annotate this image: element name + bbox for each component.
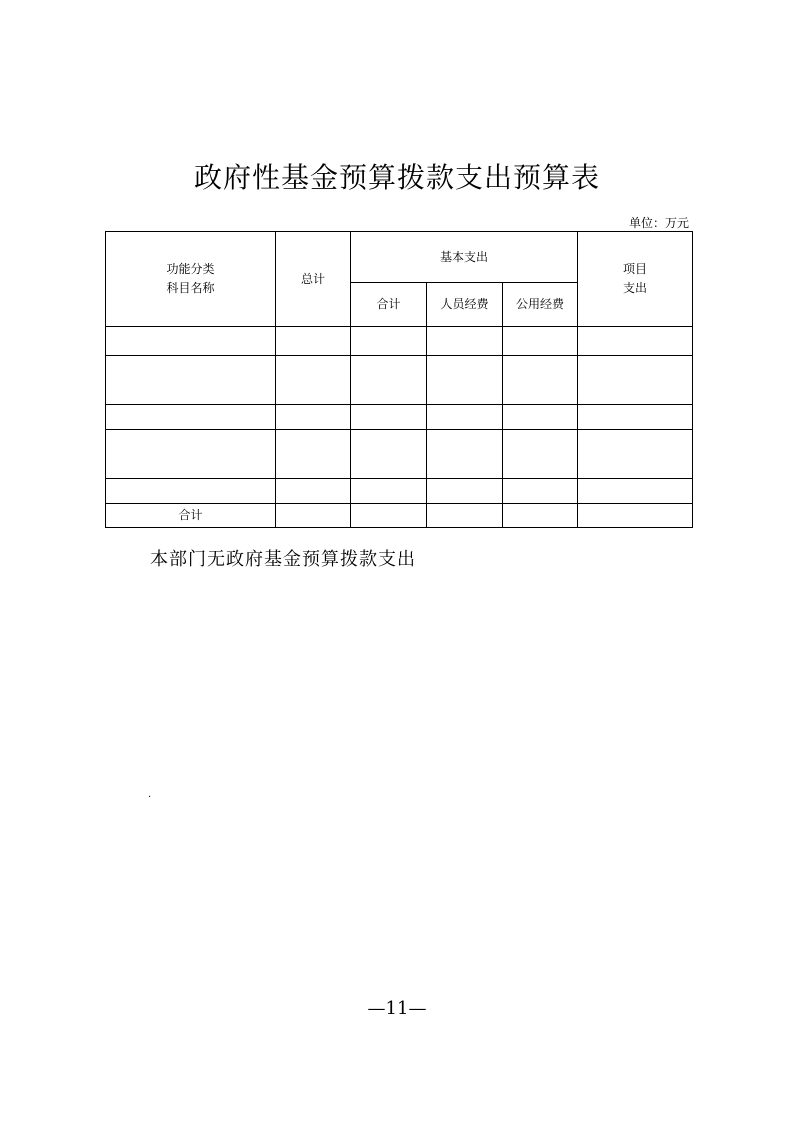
- header-project-line2: 支出: [623, 281, 648, 295]
- header-public: 公用经费: [503, 283, 578, 327]
- header-project: [578, 232, 693, 327]
- page-number: —11—: [367, 998, 427, 1019]
- no-expenditure-note: 本部门无政府基金预算拨款支出: [150, 549, 416, 570]
- table-row: [106, 356, 693, 405]
- page-title: 政府性基金预算拨款支出预算表: [193, 161, 600, 194]
- total-row: [106, 504, 693, 528]
- header-basic-total: 合计: [351, 283, 427, 327]
- header-category-line1: 功能分类: [166, 262, 215, 276]
- header-basic: 基本支出: [351, 232, 578, 283]
- header-category: [106, 232, 276, 327]
- header-total: 总计: [276, 232, 351, 327]
- table-row: [106, 405, 693, 430]
- stray-dot: .: [148, 789, 152, 800]
- header-project-line1: 项目: [623, 262, 648, 276]
- table-row: [106, 430, 693, 479]
- header-personnel: 人员经费: [427, 283, 503, 327]
- header-row-1: [106, 232, 693, 283]
- unit-label: 单位：万元: [628, 216, 689, 230]
- header-category-line2: 科目名称: [166, 281, 215, 295]
- table-row: [106, 327, 693, 356]
- total-row-label: 合计: [106, 504, 276, 528]
- budget-table: [105, 231, 693, 528]
- table-row: [106, 479, 693, 504]
